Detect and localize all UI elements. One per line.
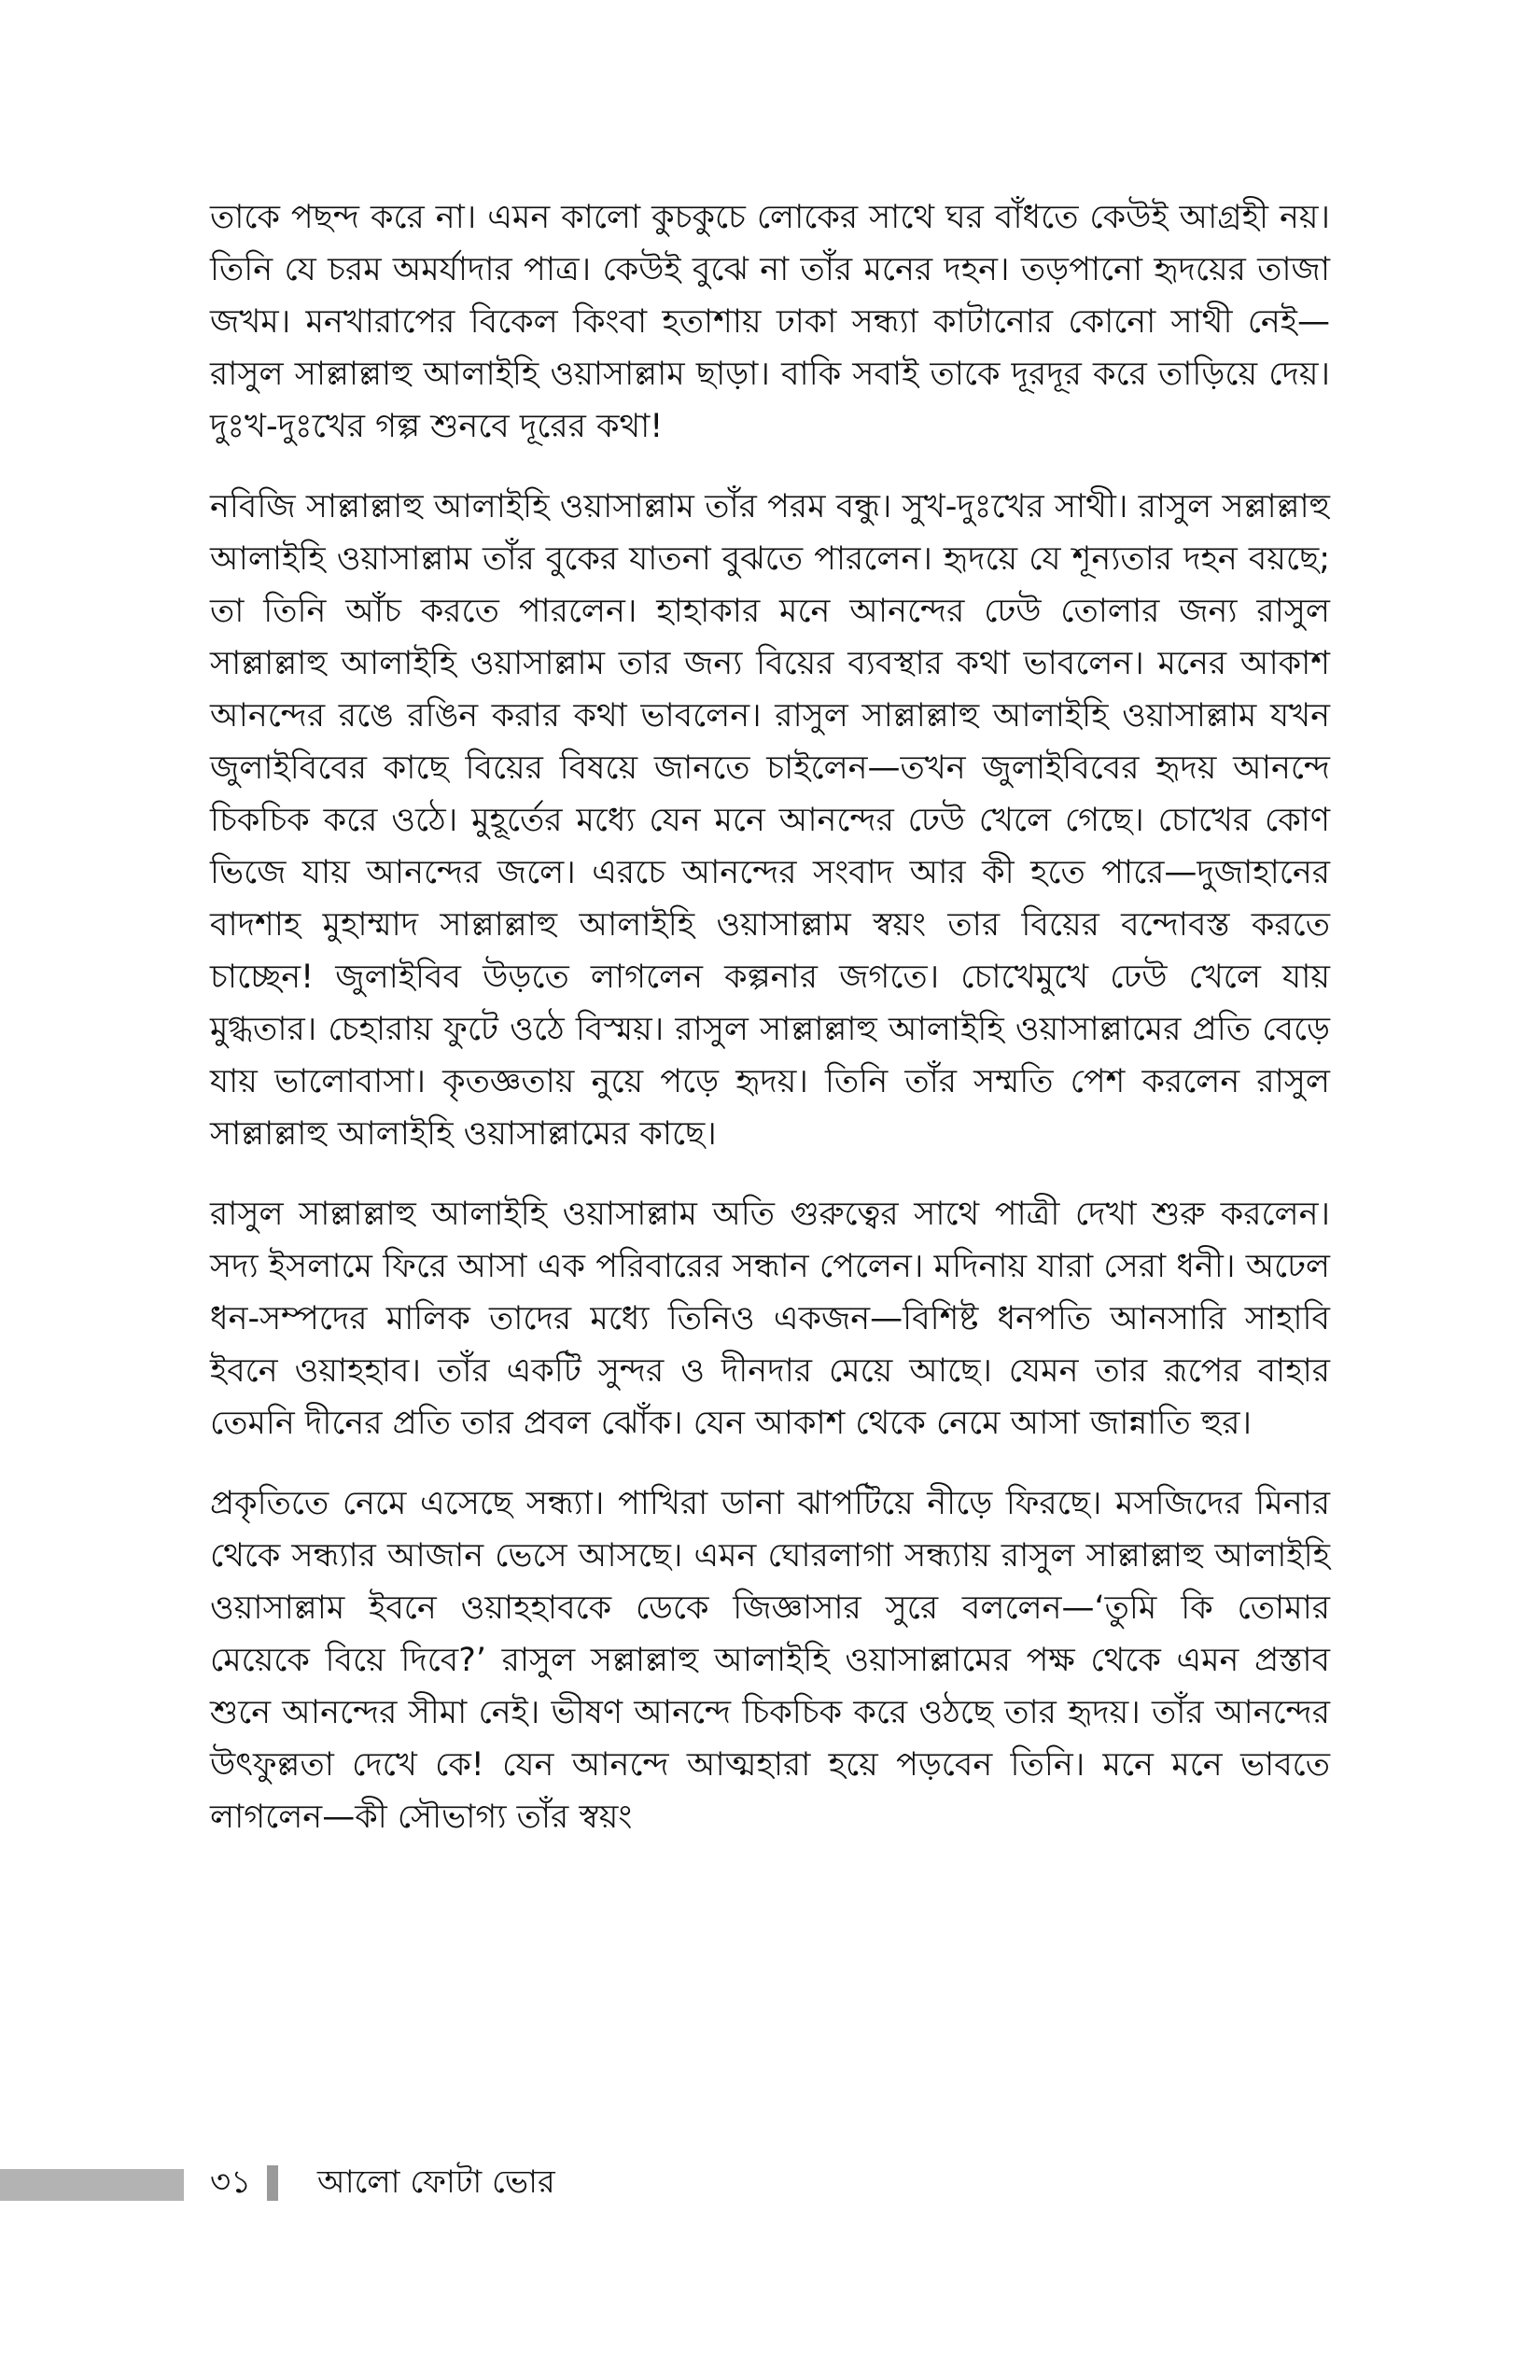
book-title: আলো ফোটা ভোর — [317, 2163, 555, 2201]
paragraph-4: প্রকৃতিতে নেমে এসেছে সন্ধ্যা। পাখিরা ডানা ঝাপটিয়ে নীড়ে ফিরছে। মসজিদের মিনার থেকে সন্ধ্যার আজান ভেসে আসছে। এমন ঘোরলাগা সন্ধ্যায় রাসুল সাল্লাল্লাহু আলাইহি ওয়াসাল্লাম ইবনে ওয়াহহাবকে ডেকে জিজ্ঞাসার সুরে বললেন—‘তুমি কি তোমার মেয়েকে বিয়ে দিবে?’ রাসুল সল্লাল্লাহু আলাইহি ওয়াসাল্লামের পক্ষ থেকে এমন প্রস্তাব শুনে আনন্দের সীমা নেই। ভীষণ আনন্দে চিকচিক করে ওঠছে তার হৃদয়। তাঁর আনন্দের উৎফুল্লতা দেখে কে! যেন আনন্দে আত্মহারা হয়ে পড়বেন তিনি। মনে মনে ভাবতে লাগলেন—কী সৌভাগ্য তাঁর স্বয়ং — [210, 1485, 1330, 1836]
paragraph-1: তাকে পছন্দ করে না। এমন কালো কুচকুচে লোকের সাথে ঘর বাঁধতে কেউই আগ্রহী নয়। তিনি যে চরম অমর্যাদার পাত্র। কেউই বুঝে না তাঁর মনের দহন। তড়পানো হৃদয়ের তাজা জখম। মনখারাপের বিকেল কিংবা হতাশায় ঢাকা সন্ধ্যা কাটানোর কোনো সাথী নেই—রাসুল সাল্লাল্লাহু আলাইহি ওয়াসাল্লাম ছাড়া। বাকি সবাই তাকে দূরদূর করে তাড়িয়ে দেয়। দুঃখ-দুঃখের গল্প শুনবে দূরের কথা! — [210, 199, 1330, 445]
page-number: ৩১ — [210, 2163, 252, 2201]
paragraph-3: রাসুল সাল্লাল্লাহু আলাইহি ওয়াসাল্লাম অতি গুরুত্বের সাথে পাত্রী দেখা শুরু করলেন। সদ্য ইসলামে ফিরে আসা এক পরিবারের সন্ধান পেলেন। মদিনায় যারা সেরা ধনী। অঢেল ধন-সম্পদের মালিক তাদের মধ্যে তিনিও একজন—বিশিষ্ট ধনপতি আনসারি সাহাবি ইবনে ওয়াহহাব। তাঁর একটি সুন্দর ও দীনদার মেয়ে আছে। যেমন তার রূপের বাহার তেমনি দীনের প্রতি তার প্রবল ঝোঁক। যেন আকাশ থেকে নেমে আসা জান্নাতি হুর। — [210, 1196, 1330, 1442]
footer-decorative-bar — [0, 2169, 184, 2201]
body-text — [210, 191, 1330, 1871]
page-footer — [0, 2158, 1540, 2205]
paragraph-2: নবিজি সাল্লাল্লাহু আলাইহি ওয়াসাল্লাম তাঁর পরম বন্ধু। সুখ-দুঃখের সাথী। রাসুল সল্লাল্লাহু আলাইহি ওয়াসাল্লাম তাঁর বুকের যাতনা বুঝতে পারলেন। হৃদয়ে যে শূন্যতার দহন বয়ছে; তা তিনি আঁচ করতে পারলেন। হাহাকার মনে আনন্দের ঢেউ তোলার জন্য রাসুল সাল্লাল্লাহু আলাইহি ওয়াসাল্লাম তার জন্য বিয়ের ব্যবস্থার কথা ভাবলেন। মনের আকাশ আনন্দের রঙে রঙিন করার কথা ভাবলেন। রাসুল সাল্লাল্লাহু আলাইহি ওয়াসাল্লাম যখন জুলাইবিবের কাছে বিয়ের বিষয়ে জানতে চাইলেন—তখন জুলাইবিবের হৃদয় আনন্দে চিকচিক করে ওঠে। মুহূর্তের মধ্যে যেন মনে আনন্দের ঢেউ খেলে গেছে। চোখের কোণ ভিজে যায় আনন্দের জলে। এরচে আনন্দের সংবাদ আর কী হতে পারে—দুজাহানের বাদশাহ মুহাম্মাদ সাল্লাল্লাহু আলাইহি ওয়াসাল্লাম স্বয়ং তার বিয়ের বন্দোবস্ত করতে চাচ্ছেন! জুলাইবিব উড়তে লাগলেন কল্পনার জগতে। চোখেমুখে ঢেউ খেলে যায় মুগ্ধতার। চেহারায় ফুটে ওঠে বিস্ময়। রাসুল সাল্লাল্লাহু আলাইহি ওয়াসাল্লামের প্রতি বেড়ে যায় ভালোবাসা। কৃতজ্ঞতায় নুয়ে পড়ে হৃদয়। তিনি তাঁর সম্মতি পেশ করলেন রাসুল সাল্লাল্লাহু আলাইহি ওয়াসাল্লামের কাছে। — [210, 488, 1330, 1153]
footer-divider — [267, 2165, 278, 2201]
